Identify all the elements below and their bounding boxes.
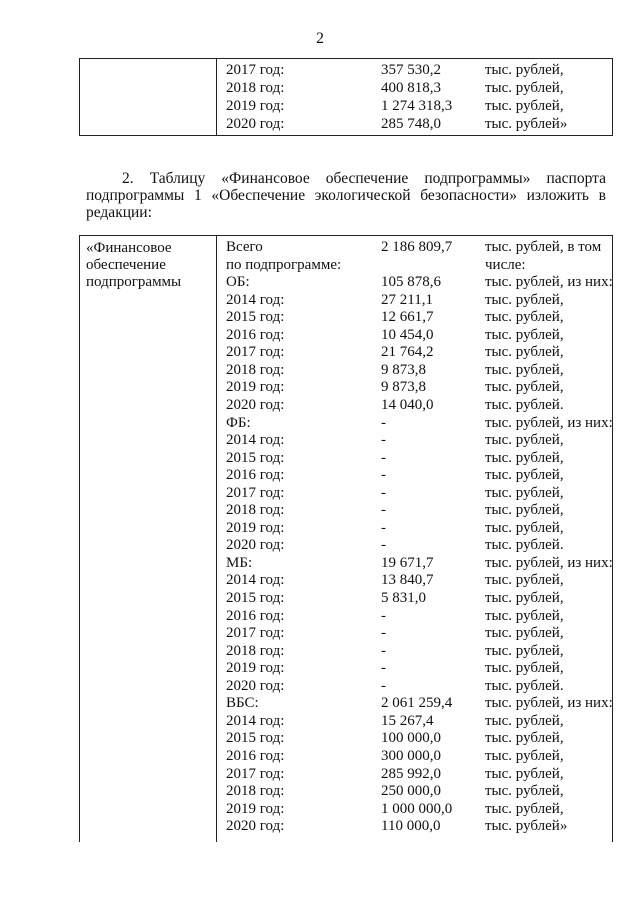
row-label: 2014 год: bbox=[226, 572, 285, 589]
row-unit: тыс. рублей, bbox=[485, 519, 564, 536]
row-label: 2017 год: bbox=[226, 344, 285, 361]
row-unit: тыс. рублей, bbox=[485, 783, 564, 800]
row-label: Всего bbox=[226, 239, 263, 255]
row-value: 14 040,0 bbox=[381, 396, 434, 413]
row-label: по подпрограмме: bbox=[226, 256, 342, 273]
row-label: 2017 год: bbox=[226, 62, 285, 78]
row-unit: тыс. рублей, bbox=[485, 379, 564, 396]
row-label: 2016 год: bbox=[226, 467, 285, 484]
row-unit: тыс. рублей, bbox=[485, 660, 564, 677]
row-value: 9 873,8 bbox=[381, 361, 426, 378]
row-value: 105 878,6 bbox=[381, 274, 441, 291]
row-value: - bbox=[381, 625, 386, 642]
row-value: - bbox=[381, 414, 386, 431]
row-unit: тыс. рублей, bbox=[485, 642, 564, 659]
row-value: 300 000,0 bbox=[381, 747, 441, 764]
row-unit: тыс. рублей. bbox=[485, 537, 564, 554]
row-unit: тыс. рублей, bbox=[485, 572, 564, 589]
row-value: 9 873,8 bbox=[381, 379, 426, 396]
main-funding-table bbox=[79, 235, 613, 842]
row-label: 2018 год: bbox=[226, 502, 285, 519]
row-unit: тыс. рублей. bbox=[485, 396, 564, 413]
row-value: 15 267,4 bbox=[381, 712, 434, 729]
row-label: 2019 год: bbox=[226, 519, 285, 536]
row-unit: тыс. рублей, bbox=[485, 712, 564, 729]
row-label: 2015 год: bbox=[226, 449, 285, 466]
row-value: - bbox=[381, 432, 386, 449]
row-label: 2018 год: bbox=[226, 642, 285, 659]
funding-section-label: «Финансовое обеспечение подпрограммы bbox=[86, 240, 182, 290]
row-unit: тыс. рублей, bbox=[485, 590, 564, 606]
row-value: 2 061 259,4 bbox=[381, 695, 453, 712]
page-number: 2 bbox=[316, 30, 324, 47]
row-value: 100 000,0 bbox=[381, 730, 441, 747]
row-unit: тыс. рублей, bbox=[485, 361, 564, 378]
row-unit: тыс. рублей, bbox=[485, 98, 564, 114]
row-value: 1 000 000,0 bbox=[381, 800, 453, 817]
row-value: - bbox=[381, 502, 386, 519]
row-unit: тыс. рублей, bbox=[485, 344, 564, 361]
row-value: 285 748,0 bbox=[381, 116, 441, 132]
row-value: 400 818,3 bbox=[381, 80, 441, 96]
row-unit: тыс. рублей, bbox=[485, 800, 564, 817]
row-unit: тыс. рублей, bbox=[485, 625, 564, 642]
row-unit: тыс. рублей, bbox=[485, 62, 564, 78]
row-label: 2020 год: bbox=[226, 677, 285, 694]
row-label: 2018 год: bbox=[226, 361, 285, 378]
row-value: - bbox=[381, 484, 386, 501]
row-label: 2020 год: bbox=[226, 396, 285, 413]
row-value: - bbox=[381, 449, 386, 466]
row-label: 2015 год: bbox=[226, 309, 285, 326]
row-value: 357 530,2 bbox=[381, 62, 441, 78]
row-unit: тыс. рублей, bbox=[485, 765, 564, 782]
row-label: 2020 год: bbox=[226, 818, 285, 835]
row-unit: тыс. рублей, bbox=[485, 747, 564, 764]
row-label: 2019 год: bbox=[226, 379, 285, 396]
row-unit: тыс. рублей, bbox=[485, 502, 564, 519]
row-label: 2014 год: bbox=[226, 291, 285, 308]
row-label: МБ: bbox=[226, 554, 253, 571]
row-unit: тыс. рублей, bbox=[485, 730, 564, 747]
row-unit: тыс. рублей. bbox=[485, 677, 564, 694]
row-value: 5 831,0 bbox=[381, 590, 426, 606]
row-unit: тыс. рублей, из них: bbox=[485, 274, 613, 291]
row-value: - bbox=[381, 467, 386, 484]
row-unit: числе: bbox=[485, 256, 526, 273]
row-unit: тыс. рублей» bbox=[485, 116, 568, 132]
row-value: - bbox=[381, 607, 386, 624]
row-label: 2014 год: bbox=[226, 432, 285, 449]
row-label: ВБС: bbox=[226, 695, 259, 712]
row-label: 2019 год: bbox=[226, 98, 285, 114]
row-unit: тыс. рублей, bbox=[485, 291, 564, 308]
paragraph-line-2: подпрограммы 1 «Обеспечение экологической безопасности» изложить в bbox=[86, 187, 606, 204]
row-unit: тыс. рублей, из них: bbox=[485, 695, 613, 712]
row-label: 2016 год: bbox=[226, 747, 285, 764]
row-unit: тыс. рублей, в том bbox=[485, 239, 602, 255]
row-label: 2014 год: bbox=[226, 712, 285, 729]
row-value: - bbox=[381, 677, 386, 694]
row-unit: тыс. рублей, bbox=[485, 607, 564, 624]
column-divider bbox=[216, 59, 217, 135]
row-label: 2018 год: bbox=[226, 783, 285, 800]
row-value: 250 000,0 bbox=[381, 783, 441, 800]
row-unit: тыс. рублей, bbox=[485, 432, 564, 449]
row-label: 2020 год: bbox=[226, 116, 285, 132]
row-label: ОБ: bbox=[226, 274, 250, 291]
row-unit: тыс. рублей, из них: bbox=[485, 554, 613, 571]
row-value: 19 671,7 bbox=[381, 554, 434, 571]
row-label: 2016 год: bbox=[226, 326, 285, 343]
row-label: 2019 год: bbox=[226, 800, 285, 817]
paragraph-line-1: 2. Таблицу «Финансовое обеспечение подпрограммы» паспорта bbox=[122, 170, 606, 187]
row-label: ФБ: bbox=[226, 414, 251, 431]
row-label: 2015 год: bbox=[226, 590, 285, 606]
row-unit: тыс. рублей» bbox=[485, 818, 568, 835]
row-label: 2017 год: bbox=[226, 484, 285, 501]
row-label: 2020 год: bbox=[226, 537, 285, 554]
row-value: - bbox=[381, 537, 386, 554]
row-unit: тыс. рублей, bbox=[485, 309, 564, 326]
row-unit: тыс. рублей, bbox=[485, 449, 564, 466]
row-unit: тыс. рублей, bbox=[485, 467, 564, 484]
row-value: - bbox=[381, 660, 386, 677]
row-value: 13 840,7 bbox=[381, 572, 434, 589]
row-value: 285 992,0 bbox=[381, 765, 441, 782]
row-label: 2019 год: bbox=[226, 660, 285, 677]
row-label: 2017 год: bbox=[226, 765, 285, 782]
row-unit: тыс. рублей, bbox=[485, 80, 564, 96]
row-value: 110 000,0 bbox=[381, 818, 441, 835]
row-value: - bbox=[381, 642, 386, 659]
top-funding-table bbox=[79, 58, 613, 136]
column-divider bbox=[216, 236, 217, 842]
row-value: 10 454,0 bbox=[381, 326, 434, 343]
paragraph-line-3: редакции: bbox=[86, 204, 152, 221]
row-value: 1 274 318,3 bbox=[381, 98, 453, 114]
amendment-paragraph bbox=[86, 170, 606, 221]
row-label: 2016 год: bbox=[226, 607, 285, 624]
row-label: 2018 год: bbox=[226, 80, 285, 96]
row-value: - bbox=[381, 519, 386, 536]
row-unit: тыс. рублей, bbox=[485, 484, 564, 501]
row-value: 27 211,1 bbox=[381, 291, 433, 308]
row-value: 21 764,2 bbox=[381, 344, 434, 361]
row-label: 2017 год: bbox=[226, 625, 285, 642]
row-value: 12 661,7 bbox=[381, 309, 434, 326]
row-label: 2015 год: bbox=[226, 730, 285, 747]
row-value: 2 186 809,7 bbox=[381, 239, 453, 255]
row-unit: тыс. рублей, из них: bbox=[485, 414, 613, 431]
row-unit: тыс. рублей, bbox=[485, 326, 564, 343]
